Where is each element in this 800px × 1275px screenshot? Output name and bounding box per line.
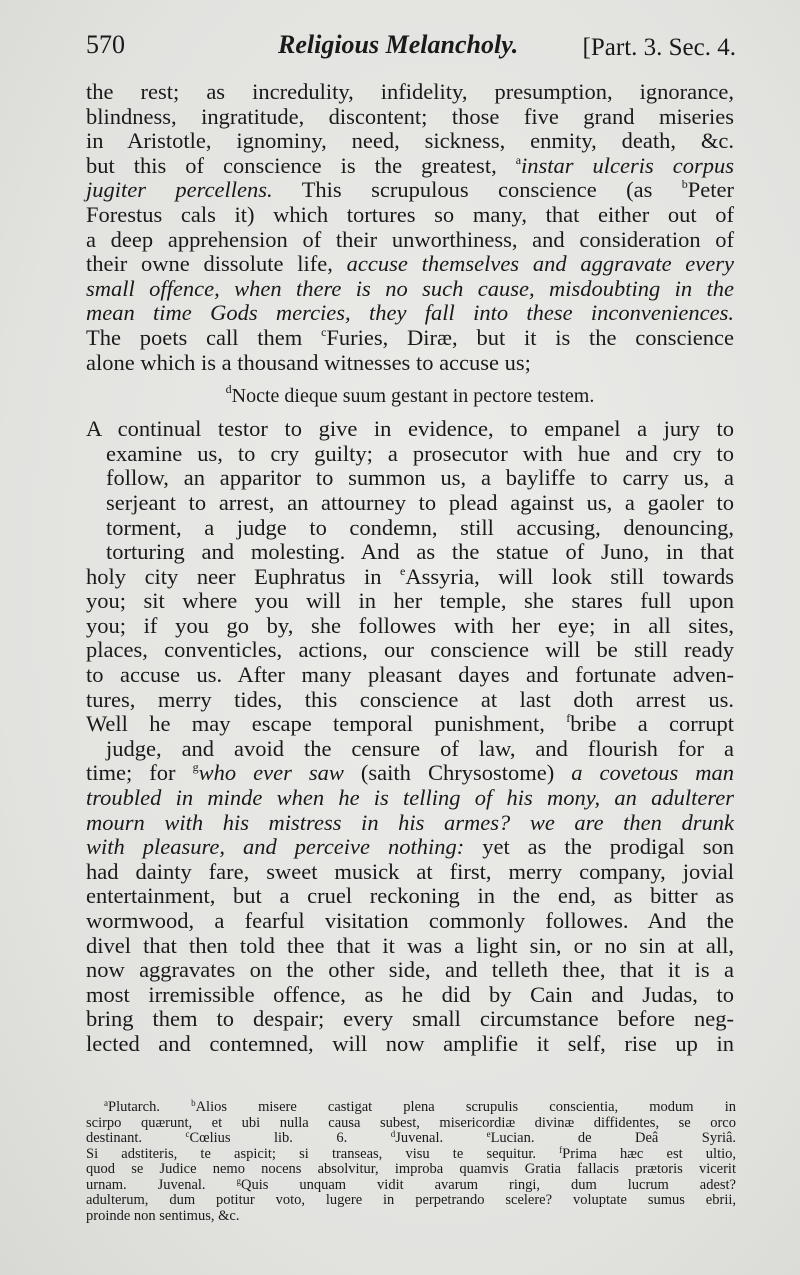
text-line bbox=[86, 178, 734, 203]
text-run: but this of conscience is the greatest, bbox=[86, 152, 497, 178]
text-line: small offence, when there is no such cause, misdoubting in the bbox=[86, 275, 734, 301]
footnote-a bbox=[86, 1099, 160, 1115]
text-run: holy city neer Euphratus in bbox=[86, 563, 382, 589]
footnote-line bbox=[86, 1100, 736, 1116]
footnote-line: adulterum, dum potitur voto, lugere in perpetrando scelere? voluptate sumus ebrii, bbox=[86, 1192, 736, 1208]
running-header bbox=[86, 30, 736, 70]
text-line bbox=[86, 712, 734, 737]
text-line: tures, merry tides, this conscience at last doth arrest us. bbox=[86, 686, 734, 712]
text-line bbox=[86, 326, 734, 351]
text-run: time; for bbox=[86, 760, 176, 786]
text-run: bribe a corrupt bbox=[570, 711, 734, 737]
footnote-marker: d bbox=[390, 1129, 396, 1139]
text-line: A continual testor to give in evidence, to empanel a jury to bbox=[86, 416, 734, 442]
text-run: accuse themselves and aggravate every bbox=[346, 251, 735, 277]
footnote-line: quod se Judice nemo nocens absolvitur, improba quamvis Gratia fallacis prætoris vicerit bbox=[86, 1161, 736, 1177]
text-run: instar ulceris corpus bbox=[521, 152, 735, 178]
footnote-line bbox=[86, 1144, 737, 1163]
text-line: mourn with his mistress in his armes? we are then drunk bbox=[86, 809, 734, 835]
text-line: to accuse us. After many pleasant dayes and fortunate adven- bbox=[86, 662, 734, 688]
text-line: a deep apprehension of their unworthiness, and consideration of bbox=[86, 226, 734, 252]
text-line: now aggravates on the other side, and telleth thee, that it is a bbox=[86, 957, 734, 983]
footnote-text: Quis unquam vidit avarum ringi, dum lucrum adest? bbox=[241, 1176, 736, 1193]
text-line: examine us, to cry guilty; a prosecutor with hue and cry to bbox=[106, 440, 734, 466]
text-line bbox=[86, 252, 734, 277]
footnote-b bbox=[191, 1099, 736, 1115]
text-run: jugiter percellens. bbox=[86, 177, 273, 203]
footnotes bbox=[86, 1100, 736, 1224]
text-line: places, conventicles, actions, our conscience will be still ready bbox=[86, 637, 734, 663]
text-line: you; sit where you will in her temple, she stares full upon bbox=[86, 588, 734, 614]
text-line: judge, and avoid the censure of law, and flourish for a bbox=[106, 735, 734, 761]
footnote-line: scirpo quærunt, et ubi nulla causa subest, misericordiæ divinæ diffidentes, se orco bbox=[86, 1114, 736, 1131]
footnote-ref: e bbox=[400, 563, 406, 578]
text-line: in Aristotle, ignominy, need, sickness, enmity, death, &c. bbox=[86, 128, 734, 154]
page-number: 570 bbox=[86, 30, 125, 59]
text-line: bring them to despair; every small circumstance before neg- bbox=[86, 1006, 734, 1032]
footnote-ref: g bbox=[192, 760, 199, 775]
text-line bbox=[86, 761, 734, 786]
text-line: mean time Gods mercies, they fall into these inconveniences. bbox=[86, 300, 734, 326]
footnote-ref: f bbox=[566, 711, 571, 726]
footnote-line bbox=[86, 1131, 736, 1147]
text-line: troubled in minde when he is telling of his mony, an adulterer bbox=[86, 785, 734, 811]
footnote-marker: e bbox=[486, 1129, 491, 1139]
text-line: divel that then told thee that it was a light sin, or no sin at all, bbox=[86, 932, 734, 958]
text-line: lected and contemned, will now amplifie it self, rise up in bbox=[86, 1030, 734, 1056]
verse-text: Nocte dieque suum gestant in pectore testem. bbox=[231, 385, 595, 408]
text-run: Well he may escape temporal punishment, bbox=[86, 711, 545, 737]
text-line: had dainty fare, sweet musick at first, merry company, jovial bbox=[86, 858, 734, 884]
text-run: with pleasure, and perceive nothing: bbox=[86, 834, 465, 860]
footnote-text: Juvenal. bbox=[395, 1130, 444, 1146]
text-run: (saith Chrysostome) bbox=[360, 760, 555, 786]
text-run: Assyria, will look still towards bbox=[405, 563, 734, 589]
text-line bbox=[86, 565, 734, 590]
footnote-text: Si adstiteris, te aspicit; si transeas, visu te sequitur. bbox=[86, 1145, 536, 1162]
footnote-text: Cœlius lib. 6. bbox=[189, 1130, 348, 1146]
text-run: a covetous man bbox=[571, 760, 735, 786]
text-line: entertainment, but a cruel reckoning in the end, as bitter as bbox=[86, 883, 734, 909]
footnote-marker: a bbox=[104, 1098, 108, 1108]
text-line: torturing and molesting. And as the statue of Juno, in that bbox=[106, 539, 734, 565]
footnote-g bbox=[237, 1177, 736, 1193]
text-line: you; if you go by, she followes with her eye; in all sites, bbox=[86, 612, 734, 638]
text-line: Forestus cals it) which tortures so many, that either out of bbox=[86, 201, 734, 227]
text-line: blindness, ingratitude, discontent; those five grand miseries bbox=[86, 103, 734, 129]
main-text bbox=[86, 80, 734, 1057]
footnote-e bbox=[487, 1130, 736, 1146]
footnote-marker: c bbox=[185, 1129, 190, 1139]
text-line: follow, an apparitor to summon us, a bayliffe to carry us, a bbox=[106, 465, 734, 491]
footnote-ref: d bbox=[225, 382, 232, 397]
text-run: Peter bbox=[687, 177, 735, 203]
footnote-ref: a bbox=[515, 152, 522, 167]
footnote-text: destinant. bbox=[86, 1130, 142, 1146]
footnote-ref: c bbox=[321, 324, 327, 339]
text-run: The poets call them bbox=[86, 324, 303, 350]
footnote-text: Plutarch. bbox=[108, 1099, 160, 1115]
footnote-marker: f bbox=[559, 1144, 563, 1155]
footnote-d bbox=[391, 1130, 443, 1146]
footnote-line bbox=[86, 1175, 736, 1194]
footnote-f bbox=[559, 1146, 736, 1162]
text-run: Furies, Diræ, but it is the conscience bbox=[326, 324, 734, 350]
text-run: who ever saw bbox=[198, 760, 344, 786]
verse-quotation bbox=[86, 379, 734, 413]
text-line bbox=[86, 835, 734, 860]
text-line: serjeant to arrest, an attourney to plead against us, a gaoler to bbox=[106, 489, 734, 515]
text-line bbox=[86, 154, 734, 179]
text-line: alone which is a thousand witnesses to accuse us; bbox=[86, 349, 531, 375]
footnote-text: Lucian. de Deâ Syriâ. bbox=[490, 1130, 737, 1146]
section-label: [Part. 3. Sec. 4. bbox=[582, 34, 736, 61]
footnote-marker: g bbox=[236, 1175, 242, 1186]
footnote-text: Alios misere castigat plena scrupulis conscientia, modum in bbox=[195, 1099, 736, 1115]
footnote-line: proinde non sentimus, &c. bbox=[86, 1207, 240, 1224]
footnote-ref: b bbox=[681, 177, 688, 192]
footnote-text: Prima hæc est ultio, bbox=[562, 1145, 737, 1162]
text-run: This scrupulous conscience (as bbox=[301, 177, 653, 203]
text-run: yet as the prodigal son bbox=[482, 834, 734, 860]
footnote-marker: b bbox=[191, 1098, 196, 1108]
text-line: most irremissible offence, as he did by Cain and Judas, to bbox=[86, 981, 734, 1007]
text-line: torment, a judge to condemn, still accusing, denouncing, bbox=[106, 514, 734, 540]
running-title: Religious Melancholy. bbox=[278, 30, 519, 59]
footnote-c bbox=[185, 1130, 347, 1146]
text-line: the rest; as incredulity, infidelity, presumption, ignorance, bbox=[86, 79, 734, 104]
text-line: wormwood, a fearful visitation commonly followes. And the bbox=[86, 908, 734, 933]
footnote-text: urnam. Juvenal. bbox=[86, 1176, 206, 1193]
text-run: their owne dissolute life, bbox=[86, 251, 333, 277]
